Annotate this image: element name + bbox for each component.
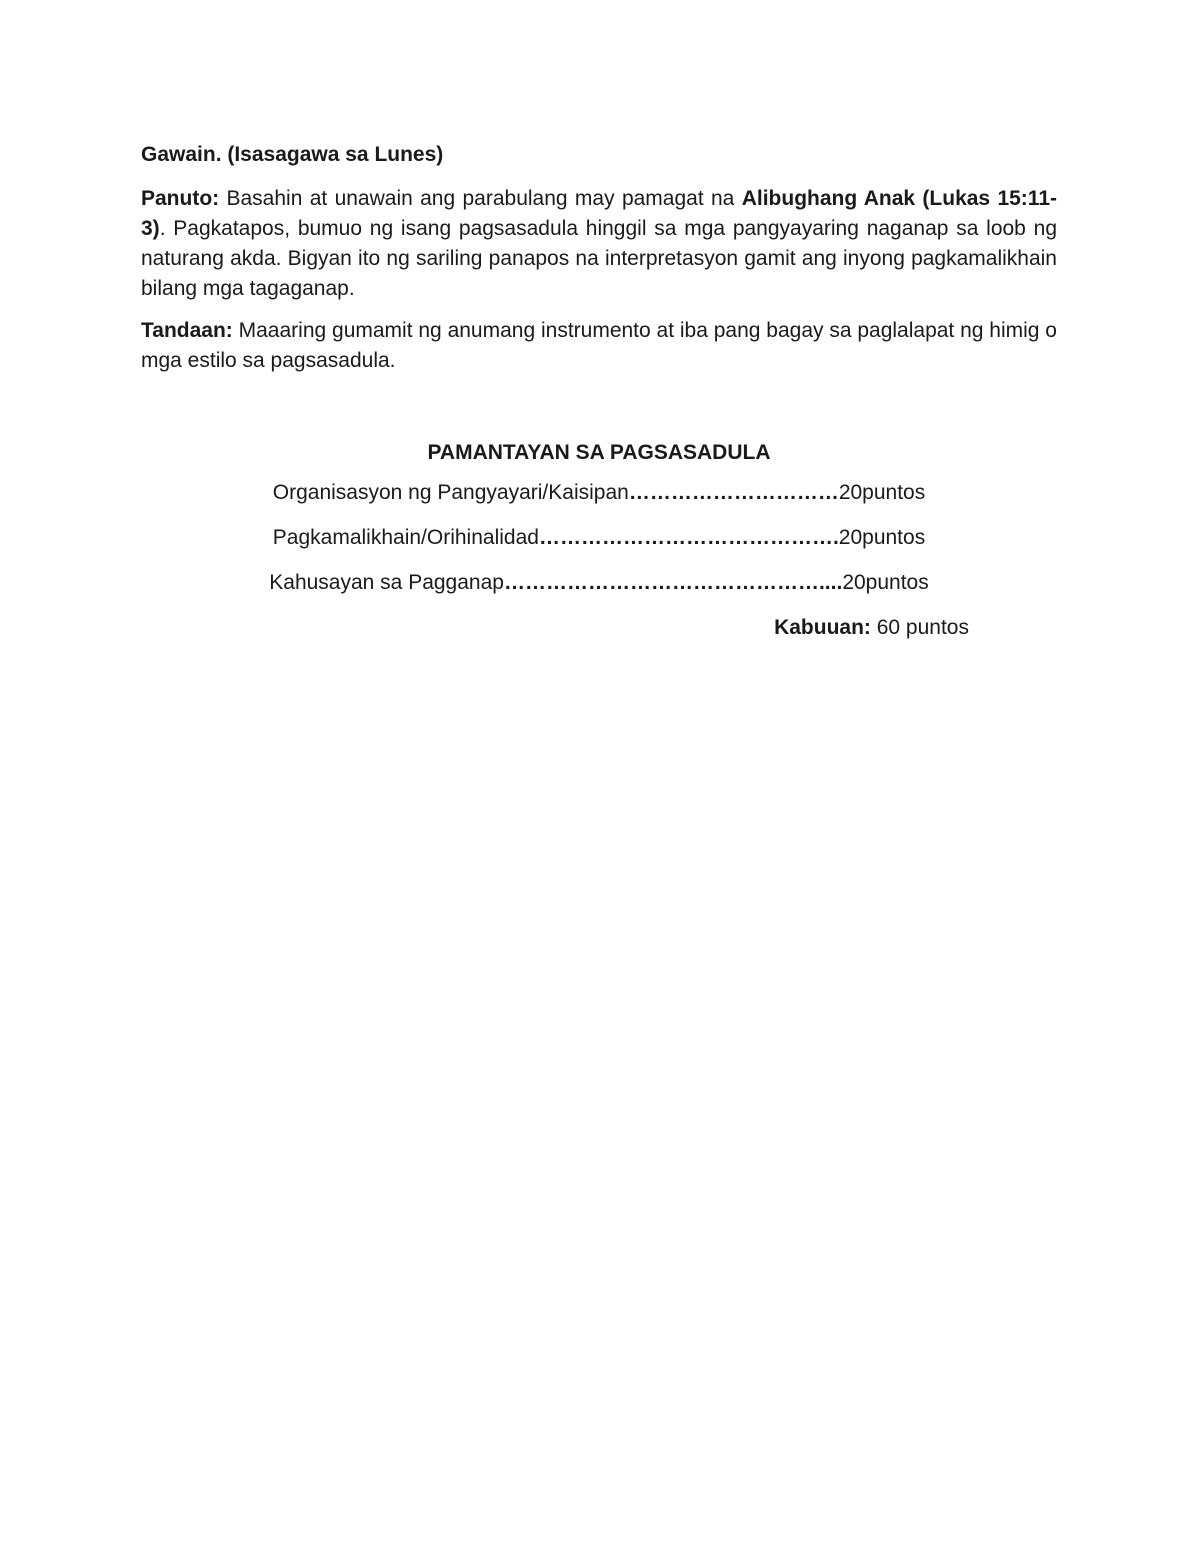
rubric-points: 20puntos <box>838 481 926 504</box>
panuto-text-1: Basahin at unawain ang parabulang may pamagat na <box>219 187 742 210</box>
rubric-total <box>141 613 1057 643</box>
panuto-label: Panuto: <box>141 187 220 210</box>
rubric-item <box>141 523 1057 553</box>
document-body <box>141 140 1057 643</box>
tandaan-label: Tandaan: <box>141 319 233 342</box>
total-label: Kabuuan: <box>774 616 871 639</box>
activity-heading: Gawain. (Isasagawa sa Lunes) <box>141 143 444 166</box>
rubric-title: PAMANTAYAN SA PAGSASADULA <box>427 441 771 464</box>
rubric-leader-dots: ………………………… <box>628 481 839 504</box>
tandaan-text: Maaaring gumamit ng anumang instrumento at iba pang bagay sa paglalapat ng himig o mga estilo sa pagsasadula. <box>141 319 1057 372</box>
tandaan-paragraph <box>141 316 1057 376</box>
rubric-criterion: Kahusayan sa Pagganap <box>269 571 504 594</box>
rubric-item <box>141 568 1057 598</box>
panuto-paragraph <box>141 184 1057 304</box>
rubric-points: 20puntos <box>838 526 926 549</box>
total-value: 60 puntos <box>870 616 969 639</box>
rubric-points: 20puntos <box>842 571 929 594</box>
rubric-leader-dots: ……………………………………. <box>538 526 839 549</box>
rubric-criterion: Organisasyon ng Pangyayari/Kaisipan <box>272 481 629 504</box>
parable-title: Alibughang Anak (Lukas 15:11-3) <box>141 187 1057 240</box>
panuto-text-2: . Pagkatapos, bumuo ng isang pagsasadula hinggil sa mga pangyayaring naganap sa loob ng naturang akda. Bigyan ito ng sariling panapos na interpretasyon gamit ang inyong pagkamalikhain bilang mga tagaganap. <box>141 217 1057 300</box>
rubric-criterion: Pagkamalikhain/Orihinalidad <box>272 526 539 549</box>
rubric-leader-dots: ……………………………………….... <box>503 571 843 594</box>
rubric-item <box>141 478 1057 508</box>
